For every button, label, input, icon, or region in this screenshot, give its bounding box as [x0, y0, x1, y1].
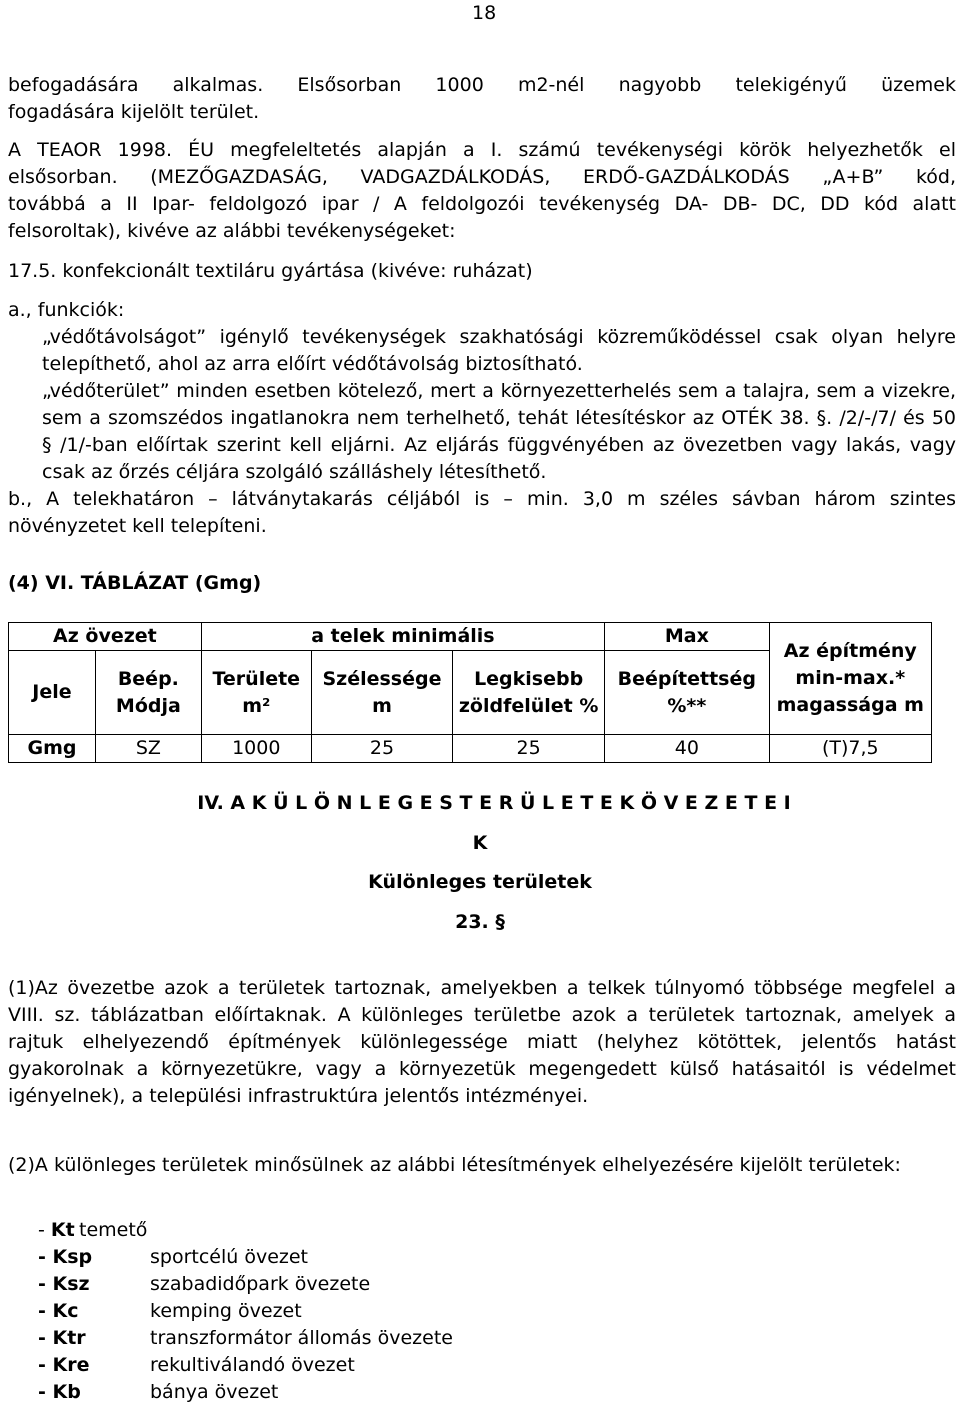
table-cell: 25: [453, 735, 605, 763]
list-item-desc: bánya övezet: [150, 1381, 279, 1403]
list-item-desc: szabadidőpark övezete: [150, 1273, 371, 1295]
header-beepitettseg: Beépítettség %**: [605, 651, 769, 735]
section-title: IV. A K Ü L Ö N L E G E S T E R Ü L E T E K Ö V E Z E T E I: [197, 792, 791, 814]
table-title: (4) VI. TÁBLÁZAT (Gmg): [8, 572, 262, 594]
section-letter: K: [472, 832, 488, 854]
list-item-code: - Kb: [38, 1381, 81, 1403]
intro-line-6: felsoroltak), kivéve az alábbi tevékenységeket:: [8, 220, 456, 242]
list-item-code: - Ksp: [38, 1246, 93, 1268]
list-item-desc: kemping övezet: [150, 1300, 302, 1322]
list-item-code: - Ktr: [38, 1327, 86, 1349]
table-cell: 1000: [201, 735, 311, 763]
body-paragraph-1: (1)Az övezetbe azok a területek tartoznak, amelyekben a telkek túlnyomó többsége megfelel a VIII. sz. táblázatban előírtaknak. A különleges területbe azok a területek tartoznak, amelyek a rajtuk elhelyezendő építmények különlegessége miatt (helyhez kötöttek, jelentős hatást gyakorolnak a környezetükre, vagy a környezetük megengedett külső hatásaitól is védelmet igényelnek), a települési infrastruktúra jelentős intézményei.: [8, 977, 956, 1107]
intro-line-3: A TEAOR 1998. ÉU megfeleltetés alapján a I. számú tevékenységi körök helyezhetők el: [8, 139, 956, 161]
functions-b-line-1: b., A telekhatáron – látványtakarás céljából is – min. 3,0 m széles sávban három szintes: [8, 488, 956, 510]
functions-paragraph-2a: „védőterület” minden esetben kötelező, mert a környezetterhelés sem a talajra, sem a vizekre, sem a szomszédos ingatlanokra nem terhelhető, tehát létesítéskor az OTÉK 38. §. /2/-/7/ és 50 § /1/-ban előírtak szerint kell eljárni.: [42, 380, 956, 456]
table-cell: 40: [605, 735, 769, 763]
zoning-table: [8, 622, 932, 763]
header-building-height: Az építmény min-max.* magassága m: [769, 623, 931, 735]
list-item-desc: rekultiválandó övezet: [150, 1354, 355, 1376]
list-item-code: - Kc: [38, 1300, 79, 1322]
functions-heading: a., funkciók:: [8, 299, 125, 321]
header-szelessege: Szélessége m: [311, 651, 452, 735]
list-item-code: - Ksz: [38, 1273, 90, 1295]
table-cell: Gmg: [9, 735, 96, 763]
functions-paragraph-2b: Az eljárás függvényében az övezetben vagy lakás, vagy csak az őrzés céljára szolgáló szálláshely létesíthető.: [42, 434, 956, 483]
list-item-code: - Kre: [38, 1354, 90, 1376]
functions-paragraph-1: „védőtávolságot” igénylő tevékenységek szakhatósági közreműködéssel csak olyan helyre telepíthető, ahol az arra előírt védőtávolság biztosítható.: [42, 326, 956, 375]
body-paragraph-2: (2)A különleges területek minősülnek az alábbi létesítmények elhelyezésére kijelölt területek:: [8, 1154, 901, 1176]
intro-line-5: továbbá a II Ipar- feldolgozó ipar / A feldolgozói tevékenység DA- DB- DC, DD kód alatt: [8, 193, 956, 215]
table-cell: (T)7,5: [769, 735, 931, 763]
header-plot-minimum: a telek minimális: [201, 623, 604, 651]
header-terulete: Területe m²: [201, 651, 311, 735]
intro-line-4: elsősorban. (MEZŐGAZDASÁG, VADGAZDÁLKODÁS, ERDŐ-GAZDÁLKODÁS „A+B” kód,: [8, 166, 956, 188]
table-cell: 25: [311, 735, 452, 763]
header-beep-modja: Beép. Módja: [95, 651, 201, 735]
intro-line-2: fogadására kijelölt terület.: [8, 101, 260, 123]
list-item-desc: temető: [79, 1219, 148, 1241]
list-item-code: - Kt: [38, 1219, 75, 1241]
section-subtitle: Különleges területek: [368, 871, 592, 893]
list-item-desc: sportcélú övezet: [150, 1246, 309, 1268]
functions-paragraph-2: [42, 378, 956, 486]
list-item-desc: transzformátor állomás övezete: [150, 1327, 453, 1349]
header-zoldfelulet: Legkisebb zöldfelület %: [453, 651, 605, 735]
header-jele: Jele: [9, 651, 96, 735]
paragraph-number: 23. §: [455, 911, 505, 933]
intro-line-1: befogadására alkalmas. Elsősorban 1000 m2-nél nagyobb telekigényű üzemek: [8, 74, 956, 96]
exception-item: 17.5. konfekcionált textiláru gyártása (kivéve: ruházat): [8, 260, 533, 282]
page-number: 18: [472, 2, 497, 24]
functions-b-line-2: növényzetet kell telepíteni.: [8, 515, 267, 537]
table-cell: SZ: [95, 735, 201, 763]
header-zone: Az övezet: [9, 623, 202, 651]
header-max: Max: [605, 623, 769, 651]
